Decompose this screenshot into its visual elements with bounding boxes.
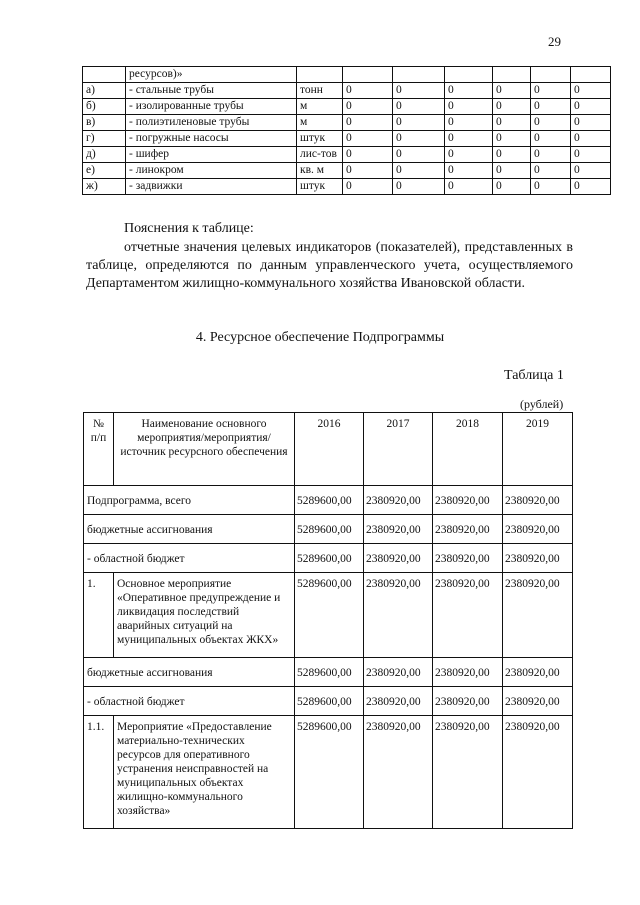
value-cell: 0 [493,99,531,115]
value-cell: 0 [445,179,493,195]
amount-cell: 2380920,00 [364,573,433,658]
resources-table [83,412,573,829]
value-cell: 0 [393,115,445,131]
unit-cell: тонн [297,83,343,99]
row-letter: в) [83,115,126,131]
indicator-name: - погружные насосы [126,131,297,147]
amount-cell: 5289600,00 [295,486,364,515]
amount-cell: 2380920,00 [433,486,503,515]
header-name: Наименование основного мероприятия/мероприятия/ источник ресурсного обеспечения [114,413,295,486]
row-letter: а) [83,83,126,99]
unit-cell: штук [297,131,343,147]
row-label: бюджетные ассигнования [84,515,295,544]
value-cell: 0 [571,163,611,179]
value-cell: 0 [343,99,393,115]
table-label: Таблица 1 [504,368,564,383]
amount-cell: 2380920,00 [433,687,503,716]
value-cell [531,67,571,83]
amount-cell: 2380920,00 [433,515,503,544]
table-row [84,544,573,573]
amount-cell: 2380920,00 [433,544,503,573]
indicator-name: ресурсов)» [126,67,297,83]
value-cell: 0 [393,99,445,115]
unit-cell: м [297,115,343,131]
table-row [83,67,611,83]
value-cell: 0 [531,147,571,163]
value-cell: 0 [531,179,571,195]
value-cell: 0 [493,179,531,195]
table-row [84,515,573,544]
resources-header-row [84,413,573,486]
value-cell: 0 [343,147,393,163]
header-year: 2016 [295,413,364,486]
unit-cell: м [297,99,343,115]
value-cell: 0 [343,83,393,99]
amount-cell: 5289600,00 [295,687,364,716]
indicator-name: - шифер [126,147,297,163]
value-cell: 0 [393,83,445,99]
amount-cell: 2380920,00 [364,687,433,716]
value-cell: 0 [343,115,393,131]
unit-cell: лис-тов [297,147,343,163]
row-letter [83,67,126,83]
amount-cell: 2380920,00 [364,486,433,515]
row-letter: б) [83,99,126,115]
value-cell: 0 [343,131,393,147]
value-cell: 0 [445,99,493,115]
value-cell: 0 [493,131,531,147]
table-row [84,573,573,658]
value-cell [343,67,393,83]
row-letter: д) [83,147,126,163]
row-letter: е) [83,163,126,179]
value-cell: 0 [571,147,611,163]
value-cell: 0 [571,115,611,131]
value-cell: 0 [393,147,445,163]
row-label: Подпрограмма, всего [84,486,295,515]
amount-cell: 2380920,00 [503,486,573,515]
value-cell: 0 [531,115,571,131]
notes-title: Пояснения к таблице: [124,221,254,236]
value-cell: 0 [531,131,571,147]
amount-cell: 2380920,00 [503,573,573,658]
notes-body: отчетные значения целевых индикаторов (показателей), представленных в таблице, определяются по данным управленческого учета, осуществляемого Департаментом жилищно-коммунального хозяйства Ивановской области. [86,240,573,291]
row-label: Мероприятие «Предоставление материально-технических ресурсов для оперативного устранения неисправностей на муниципальных объектах жилищно-коммунального хозяйства» [114,716,295,829]
value-cell: 0 [571,131,611,147]
table-row [83,115,611,131]
value-cell: 0 [493,163,531,179]
amount-cell: 2380920,00 [503,544,573,573]
indicator-name: - полиэтиленовые трубы [126,115,297,131]
amount-cell: 2380920,00 [433,573,503,658]
amount-cell: 5289600,00 [295,658,364,687]
value-cell [393,67,445,83]
value-cell: 0 [445,163,493,179]
indicator-name: - линокром [126,163,297,179]
row-number: 1. [84,573,114,658]
amount-cell: 2380920,00 [503,515,573,544]
table-row [83,83,611,99]
table-row [83,179,611,195]
amount-cell: 5289600,00 [295,716,364,829]
amount-cell: 2380920,00 [364,716,433,829]
value-cell: 0 [571,179,611,195]
amount-cell: 2380920,00 [364,544,433,573]
amount-cell: 2380920,00 [503,716,573,829]
value-cell: 0 [393,131,445,147]
amount-cell: 5289600,00 [295,544,364,573]
row-label: - областной бюджет [84,687,295,716]
value-cell [445,67,493,83]
row-label: Основное мероприятие «Оперативное предупреждение и ликвидация последствий аварийных ситуаций на муниципальных объектах ЖКХ» [114,573,295,658]
table-row [84,658,573,687]
value-cell: 0 [571,83,611,99]
unit-cell: кв. м [297,163,343,179]
value-cell: 0 [445,83,493,99]
amount-cell: 5289600,00 [295,573,364,658]
amount-cell: 2380920,00 [364,658,433,687]
unit-cell [297,67,343,83]
value-cell: 0 [343,179,393,195]
value-cell: 0 [531,163,571,179]
value-cell: 0 [445,115,493,131]
table-row [84,486,573,515]
page-number: 29 [548,34,561,49]
amount-cell: 2380920,00 [433,716,503,829]
table-row [84,687,573,716]
table-row [84,716,573,829]
amount-cell: 2380920,00 [503,687,573,716]
value-cell: 0 [493,83,531,99]
row-label: - областной бюджет [84,544,295,573]
row-number: 1.1. [84,716,114,829]
section-title: 4. Ресурсное обеспечение Подпрограммы [195,330,445,345]
amount-cell: 5289600,00 [295,515,364,544]
row-label: бюджетные ассигнования [84,658,295,687]
indicator-name: - изолированные трубы [126,99,297,115]
value-cell: 0 [445,147,493,163]
value-cell: 0 [493,115,531,131]
amount-cell: 2380920,00 [433,658,503,687]
value-cell [571,67,611,83]
indicator-name: - стальные трубы [126,83,297,99]
header-year: 2019 [503,413,573,486]
header-year: 2018 [433,413,503,486]
table-row [83,99,611,115]
unit-cell: штук [297,179,343,195]
row-letter: ж) [83,179,126,195]
amount-cell: 2380920,00 [503,658,573,687]
table-row [83,163,611,179]
value-cell: 0 [393,179,445,195]
value-cell: 0 [571,99,611,115]
amount-cell: 2380920,00 [364,515,433,544]
table-row [83,131,611,147]
value-cell: 0 [531,99,571,115]
row-letter: г) [83,131,126,147]
value-cell: 0 [393,163,445,179]
value-cell [493,67,531,83]
value-cell: 0 [493,147,531,163]
table-row [83,147,611,163]
indicator-name: - задвижки [126,179,297,195]
value-cell: 0 [343,163,393,179]
header-year: 2017 [364,413,433,486]
header-num: № п/п [84,413,114,486]
currency-label: (рублей) [520,397,564,411]
value-cell: 0 [531,83,571,99]
value-cell: 0 [445,131,493,147]
indicators-table [82,66,611,195]
